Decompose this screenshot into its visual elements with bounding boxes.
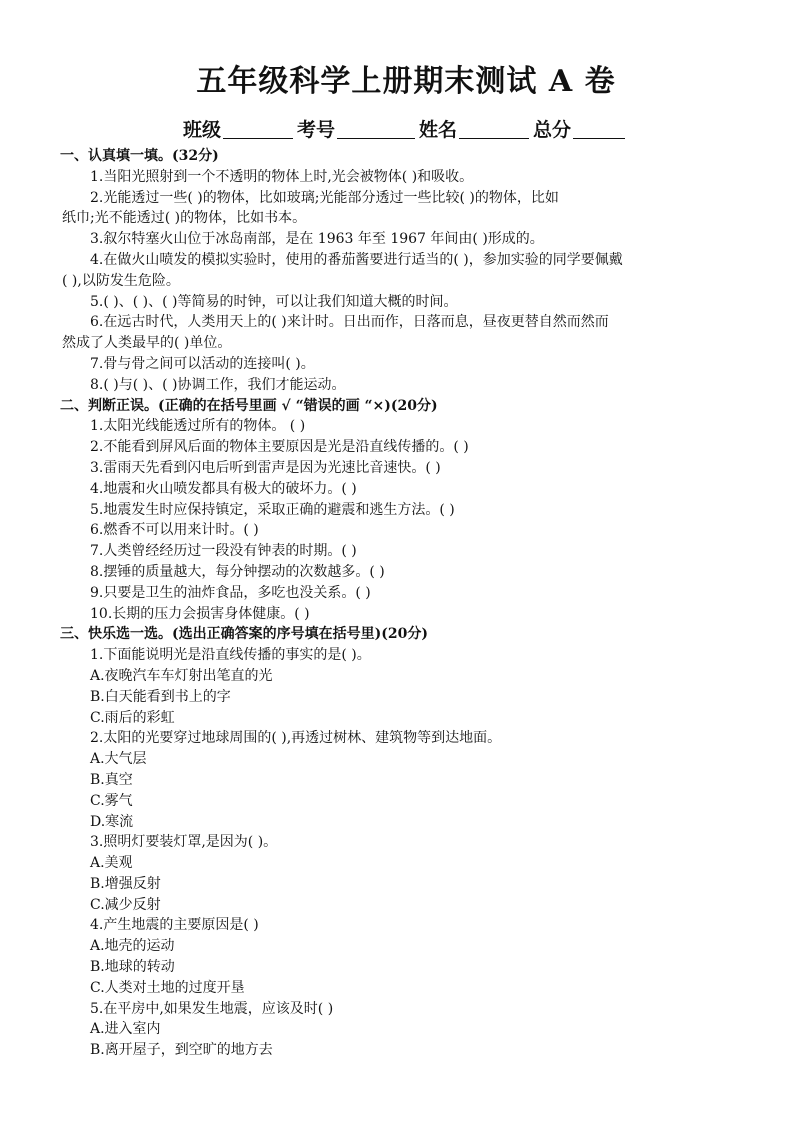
exam-no-blank[interactable] xyxy=(337,118,415,139)
answer-option: C.人类对土地的过度开垦 xyxy=(90,979,245,996)
score-label: 总分 xyxy=(533,119,572,141)
answer-option: B.真空 xyxy=(90,771,133,788)
question-line: 10.长期的压力会损害身体健康。( ) xyxy=(90,605,310,622)
question-line: 2.光能透过一些( )的物体，比如玻璃;光能部分透过一些比较( )的物体，比如 xyxy=(90,189,559,206)
question-line: 6.在远古时代，人类用天上的( )来计时。日出而作，日落而息，昼夜更替自然而然而 xyxy=(90,314,609,331)
question-continuation: ( ),以防发生危险。 xyxy=(62,272,180,289)
answer-option: A.美观 xyxy=(90,855,133,872)
question-line: 4.在做火山喷发的模拟实验时，使用的番茄酱要进行适当的( )，参加实验的同学要佩戴 xyxy=(90,251,623,268)
section-1 xyxy=(62,146,750,396)
exam-no-label: 考号 xyxy=(296,119,335,141)
section-heading: 二、判断正误。(正确的在括号里画 √ “错误的画 “×)(20分) xyxy=(60,397,438,414)
answer-option: B.增强反射 xyxy=(90,875,161,892)
section-heading: 一、认真填一填。(32分) xyxy=(60,148,219,164)
exam-sections xyxy=(62,146,750,1061)
question-line: 5.在平房中,如果发生地震，应该及时( ) xyxy=(90,1000,334,1017)
section-2 xyxy=(62,396,750,625)
answer-option: A.地壳的运动 xyxy=(90,938,175,955)
question-line: 1.太阳光线能透过所有的物体。 ( ) xyxy=(90,418,306,435)
score-blank[interactable] xyxy=(573,118,625,139)
question-line: 2.不能看到屏风后面的物体主要原因是光是沿直线传播的。( ) xyxy=(90,439,469,456)
score-field xyxy=(533,115,629,142)
question-line: 1.当阳光照射到一个不透明的物体上时,光会被物体( )和吸收。 xyxy=(90,168,474,185)
answer-option: D.寒流 xyxy=(90,813,134,830)
answer-option: B.白天能看到书上的字 xyxy=(90,688,231,705)
question-continuation: 纸巾;光不能透过( )的物体，比如书本。 xyxy=(62,210,307,227)
answer-option: C.雨后的彩虹 xyxy=(90,709,175,726)
answer-option: B.离开屋子，到空旷的地方去 xyxy=(90,1042,273,1059)
student-info-row xyxy=(62,108,750,142)
question-line: 3.雷雨天先看到闪电后听到雷声是因为光速比音速快。( ) xyxy=(90,459,441,476)
class-label: 班级 xyxy=(182,119,221,141)
answer-option: B.地球的转动 xyxy=(90,959,175,976)
question-line: 3.照明灯要装灯罩,是因为( )。 xyxy=(90,834,278,851)
question-line: 2.太阳的光要穿过地球周围的( ),再透过树林、建筑物等到达地面。 xyxy=(90,730,502,747)
exam-no-field xyxy=(297,115,419,142)
question-line: 5.( )、( )、( )等简易的时钟，可以让我们知道大概的时间。 xyxy=(90,293,458,310)
answer-option: C.雾气 xyxy=(90,792,133,809)
answer-option: A.夜晚汽车车灯射出笔直的光 xyxy=(90,667,273,684)
name-field xyxy=(419,115,533,142)
question-line: 3.叙尔特塞火山位于冰岛南部，是在 1963 年至 1967 年间由( )形成的。 xyxy=(90,231,544,248)
section-3 xyxy=(62,624,750,1061)
question-line: 9.只要是卫生的油炸食品，多吃也没关系。( ) xyxy=(90,584,371,601)
answer-option: A.大气层 xyxy=(90,751,147,768)
question-line: 6.燃香不可以用来计时。( ) xyxy=(90,522,259,539)
question-line: 7.骨与骨之间可以活动的连接叫( )。 xyxy=(90,355,315,372)
name-blank[interactable] xyxy=(459,118,529,139)
section-heading: 三、快乐选一选。(选出正确答案的序号填在括号里)(20分) xyxy=(60,626,428,643)
question-continuation: 然成了人类最早的( )单位。 xyxy=(62,335,232,352)
question-line: 8.( )与( )、( )协调工作，我们才能运动。 xyxy=(90,376,346,393)
question-line: 5.地震发生时应保持镇定，采取正确的避震和逃生方法。( ) xyxy=(90,501,455,518)
question-line: 4.产生地震的主要原因是( ) xyxy=(90,917,259,934)
page-title: 五年级科学上册期末测试 A 卷 xyxy=(196,64,616,99)
class-field xyxy=(183,115,297,142)
question-line: 4.地震和火山喷发都具有极大的破坏力。( ) xyxy=(90,480,357,497)
answer-option: C.减少反射 xyxy=(90,896,161,913)
question-line: 8.摆锤的质量越大，每分钟摆动的次数越多。( ) xyxy=(90,563,385,580)
class-blank[interactable] xyxy=(223,118,293,139)
answer-option: A.进入室内 xyxy=(90,1021,161,1038)
question-line: 1.下面能说明光是沿直线传播的事实的是( )。 xyxy=(90,647,371,664)
name-label: 姓名 xyxy=(419,119,458,141)
question-line: 7.人类曾经经历过一段没有钟表的时期。( ) xyxy=(90,543,357,560)
